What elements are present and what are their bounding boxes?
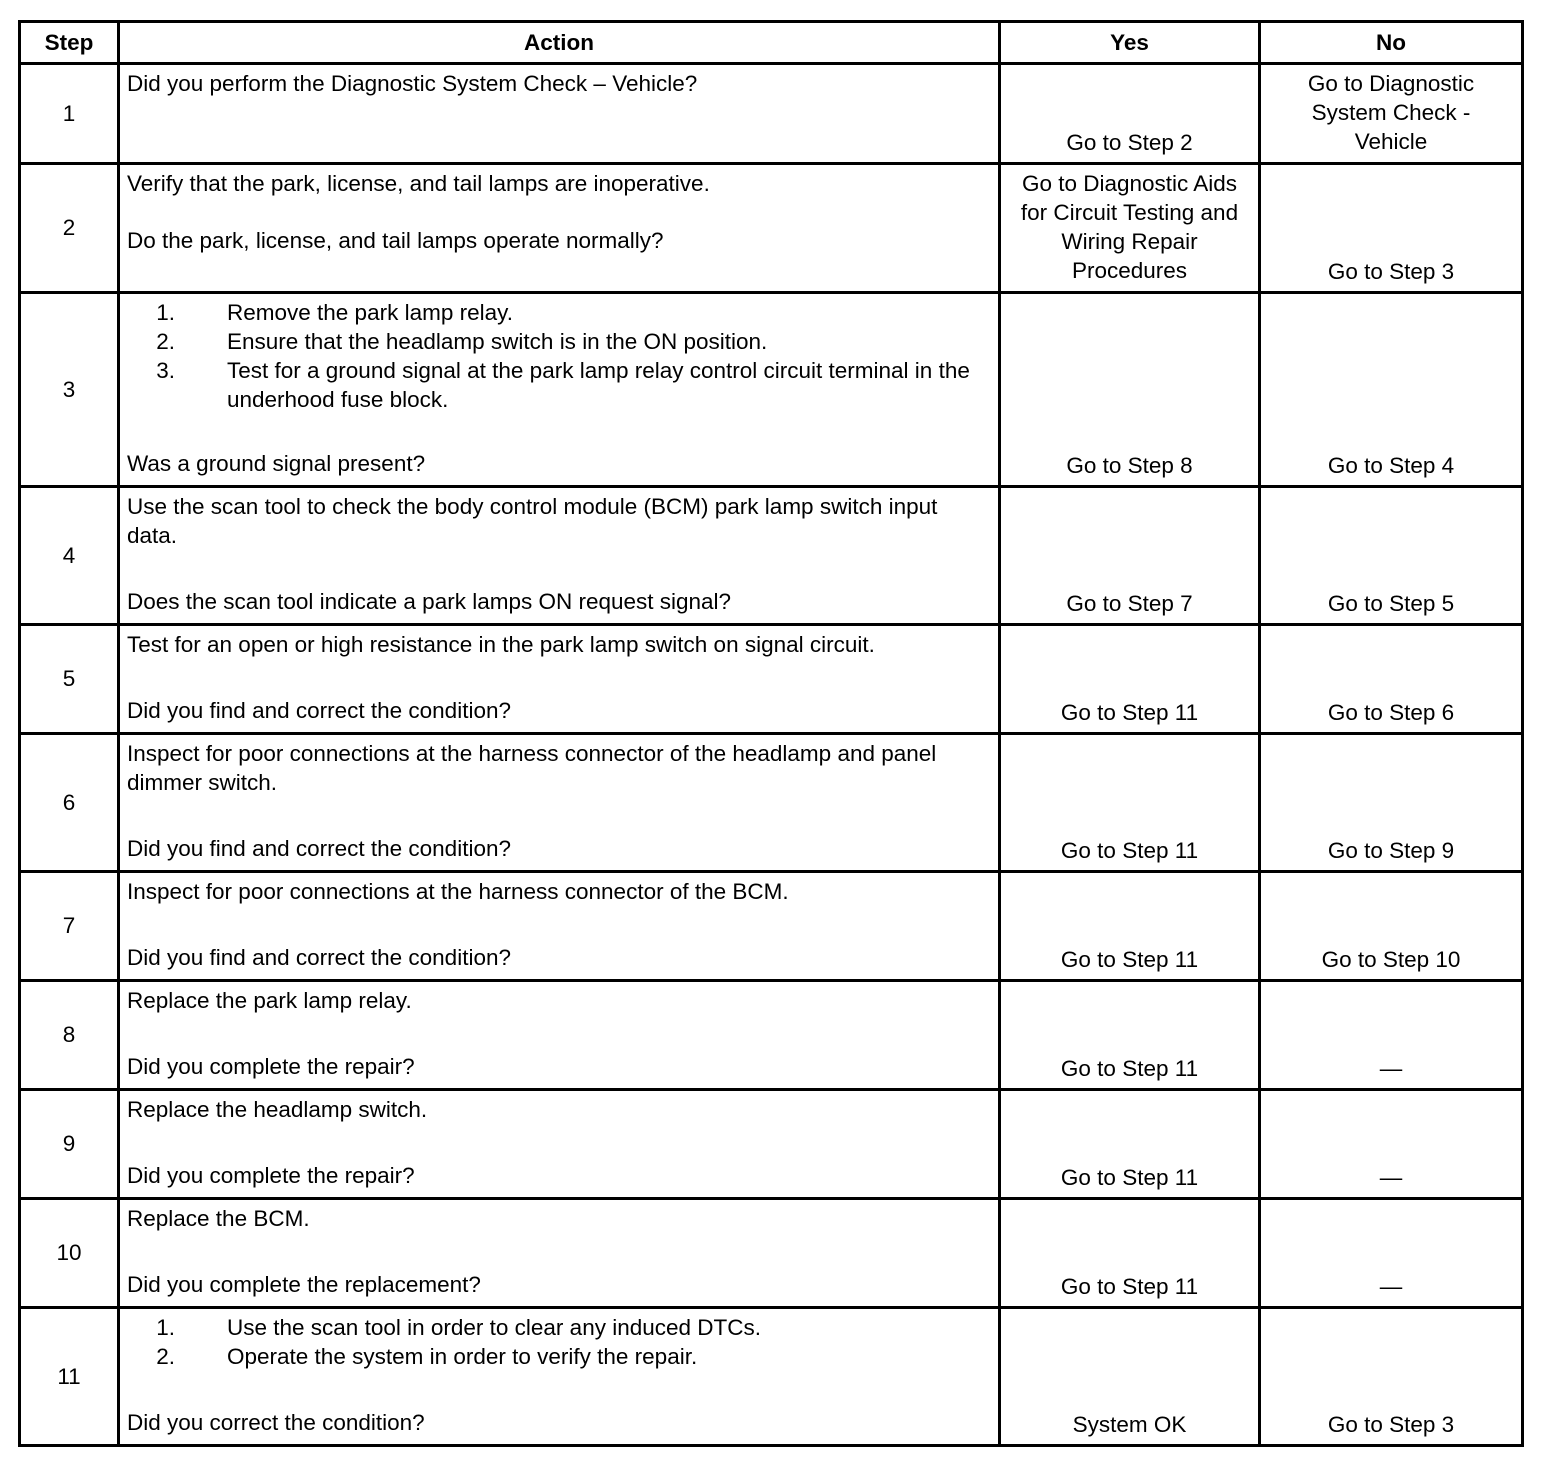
header-yes: Yes bbox=[1000, 22, 1260, 64]
action-cell bbox=[119, 625, 1000, 734]
no-cell: Go to Step 10 bbox=[1260, 872, 1523, 981]
table-row bbox=[20, 164, 1523, 293]
step-number: 1 bbox=[20, 64, 119, 164]
action-text: Test for an open or high resistance in the park lamp switch on signal circuit. bbox=[127, 632, 875, 657]
action-list bbox=[127, 1313, 990, 1371]
table-row bbox=[20, 293, 1523, 487]
action-cell bbox=[119, 981, 1000, 1090]
diagnostic-table bbox=[18, 20, 1524, 1447]
step-number: 3 bbox=[20, 293, 119, 487]
no-text: Go to Diagnostic System Check - Vehicle bbox=[1307, 71, 1475, 154]
no-cell: Go to Step 9 bbox=[1260, 734, 1523, 872]
action-question: Was a ground signal present? bbox=[127, 451, 426, 476]
action-cell bbox=[119, 64, 1000, 164]
step-number: 5 bbox=[20, 625, 119, 734]
action-cell bbox=[119, 872, 1000, 981]
no-cell: Go to Step 6 bbox=[1260, 625, 1523, 734]
yes-text: Go to Diagnostic Aids for Circuit Testing and Wiring Repair Procedures bbox=[1020, 171, 1239, 283]
action-text: Verify that the park, license, and tail lamps are inoperative. bbox=[127, 171, 710, 196]
action-text: Replace the headlamp switch. bbox=[127, 1097, 428, 1122]
header-no: No bbox=[1260, 22, 1523, 64]
table-row bbox=[20, 734, 1523, 872]
action-list bbox=[127, 298, 990, 414]
step-number: 11 bbox=[20, 1308, 119, 1446]
action-question: Does the scan tool indicate a park lamps ON request signal? bbox=[127, 589, 732, 614]
action-cell bbox=[119, 293, 1000, 487]
yes-cell: Go to Step 11 bbox=[1000, 981, 1260, 1090]
table-row bbox=[20, 1308, 1523, 1446]
step-number: 10 bbox=[20, 1199, 119, 1308]
list-item: 3. Test for a ground signal at the park lamp relay control circuit terminal in the underhood fuse block. bbox=[156, 358, 970, 412]
action-cell bbox=[119, 164, 1000, 293]
step-number: 2 bbox=[20, 164, 119, 293]
step-number: 9 bbox=[20, 1090, 119, 1199]
table-row bbox=[20, 1090, 1523, 1199]
header-row bbox=[20, 22, 1523, 64]
step-number: 8 bbox=[20, 981, 119, 1090]
table-row bbox=[20, 64, 1523, 164]
yes-cell: Go to Step 8 bbox=[1000, 293, 1260, 487]
step-number: 7 bbox=[20, 872, 119, 981]
table-row bbox=[20, 625, 1523, 734]
yes-cell bbox=[1000, 164, 1260, 293]
action-cell bbox=[119, 1199, 1000, 1308]
list-item: 2. Operate the system in order to verify the repair. bbox=[156, 1344, 698, 1369]
action-text: Did you perform the Diagnostic System Check – Vehicle? bbox=[127, 71, 698, 96]
action-question: Did you find and correct the condition? bbox=[127, 836, 511, 861]
action-cell bbox=[119, 1308, 1000, 1446]
yes-cell: Go to Step 2 bbox=[1000, 64, 1260, 164]
action-question: Did you find and correct the condition? bbox=[127, 698, 511, 723]
action-cell bbox=[119, 1090, 1000, 1199]
action-text: Inspect for poor connections at the harness connector of the BCM. bbox=[127, 879, 789, 904]
yes-cell: Go to Step 11 bbox=[1000, 625, 1260, 734]
no-cell: — bbox=[1260, 981, 1523, 1090]
no-cell: Go to Step 5 bbox=[1260, 487, 1523, 625]
action-text: Replace the park lamp relay. bbox=[127, 988, 412, 1013]
no-cell: Go to Step 3 bbox=[1260, 1308, 1523, 1446]
table-row bbox=[20, 487, 1523, 625]
table-row bbox=[20, 981, 1523, 1090]
yes-cell: Go to Step 11 bbox=[1000, 1090, 1260, 1199]
table-row bbox=[20, 1199, 1523, 1308]
table-row bbox=[20, 872, 1523, 981]
action-text: Use the scan tool to check the body control module (BCM) park lamp switch input data. bbox=[127, 494, 938, 548]
action-question: Do the park, license, and tail lamps operate normally? bbox=[127, 228, 664, 253]
yes-cell: Go to Step 11 bbox=[1000, 734, 1260, 872]
step-number: 6 bbox=[20, 734, 119, 872]
yes-cell: Go to Step 11 bbox=[1000, 872, 1260, 981]
action-question: Did you find and correct the condition? bbox=[127, 945, 511, 970]
action-text: Inspect for poor connections at the harness connector of the headlamp and panel dimmer switch. bbox=[127, 741, 937, 795]
header-action: Action bbox=[119, 22, 1000, 64]
action-text: Replace the BCM. bbox=[127, 1206, 310, 1231]
list-item: 2. Ensure that the headlamp switch is in the ON position. bbox=[156, 329, 768, 354]
no-cell bbox=[1260, 64, 1523, 164]
header-step: Step bbox=[20, 22, 119, 64]
no-cell: Go to Step 3 bbox=[1260, 164, 1523, 293]
action-question: Did you correct the condition? bbox=[127, 1410, 425, 1435]
action-cell bbox=[119, 734, 1000, 872]
action-question: Did you complete the repair? bbox=[127, 1163, 415, 1188]
yes-cell: Go to Step 7 bbox=[1000, 487, 1260, 625]
step-number: 4 bbox=[20, 487, 119, 625]
no-cell: Go to Step 4 bbox=[1260, 293, 1523, 487]
no-cell: — bbox=[1260, 1090, 1523, 1199]
yes-cell: Go to Step 11 bbox=[1000, 1199, 1260, 1308]
yes-cell: System OK bbox=[1000, 1308, 1260, 1446]
action-cell bbox=[119, 487, 1000, 625]
list-item: 1. Remove the park lamp relay. bbox=[156, 300, 513, 325]
action-question: Did you complete the replacement? bbox=[127, 1272, 481, 1297]
list-item: 1. Use the scan tool in order to clear any induced DTCs. bbox=[156, 1315, 762, 1340]
no-cell: — bbox=[1260, 1199, 1523, 1308]
action-question: Did you complete the repair? bbox=[127, 1054, 415, 1079]
